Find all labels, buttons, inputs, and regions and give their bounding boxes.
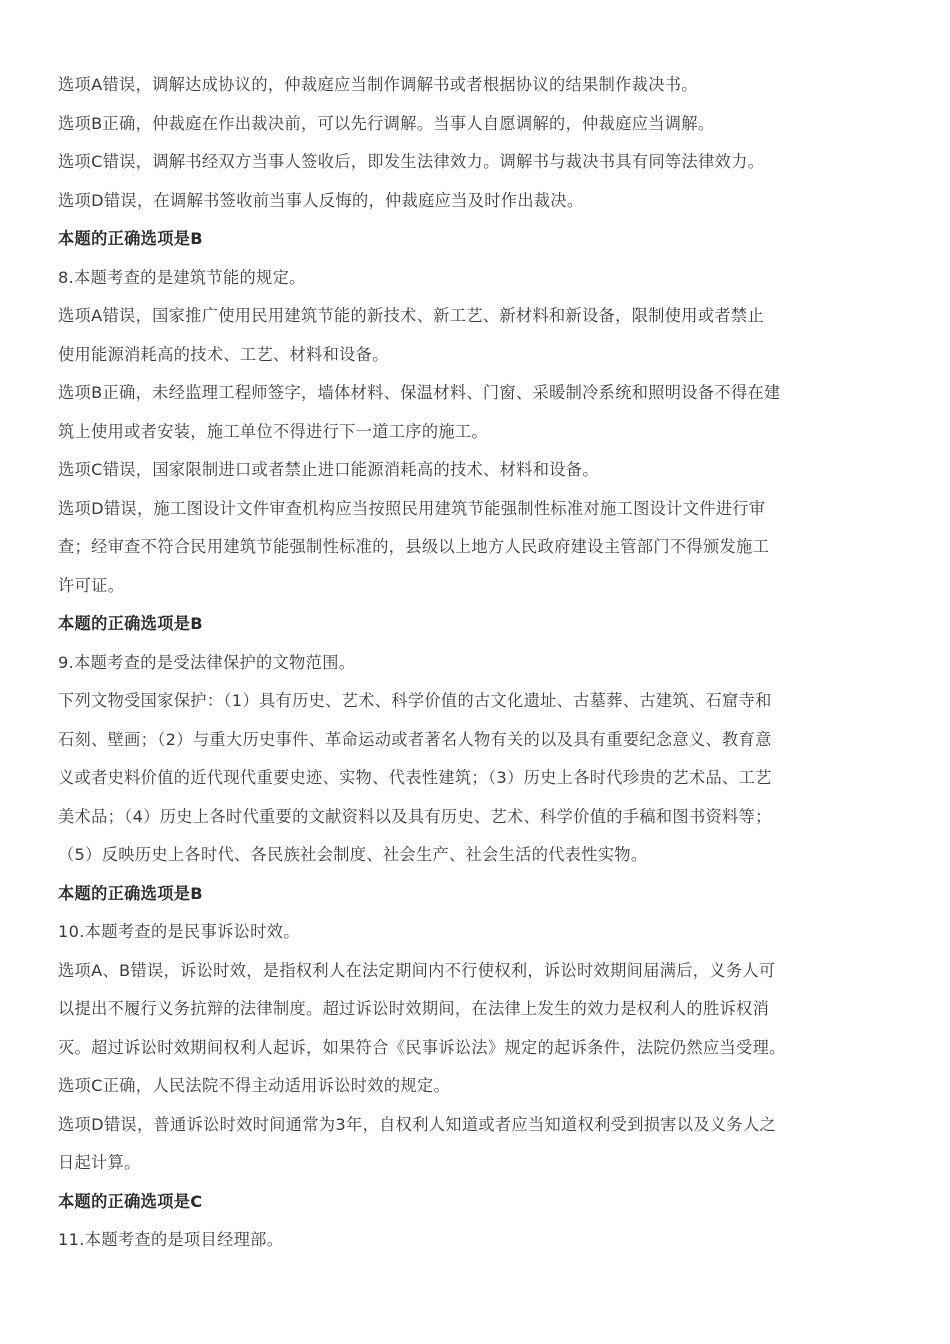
paragraph-line: 选项B正确，未经监理工程师签字，墙体材料、保温材料、门窗、采暖制冷系统和照明设备不得在建 (58, 383, 781, 402)
paragraph-line: 选项C错误，国家限制进口或者禁止进口能源消耗高的技术、材料和设备。 (58, 460, 599, 479)
paragraph-line: 查；经审查不符合民用建筑节能强制性标准的，县级以上地方人民政府建设主管部门不得颁发施工 (58, 537, 770, 556)
paragraph-line: 下列文物受国家保护：（1）具有历史、艺术、科学价值的古文化遗址、古墓葬、古建筑、石窟寺和 (58, 691, 772, 710)
paragraph-line: 选项D错误，施工图设计文件审查机构应当按照民用建筑节能强制性标准对施工图设计文件进行审 (58, 498, 766, 518)
paragraph-line: 灭。超过诉讼时效期间权利人起诉，如果符合《民事诉讼法》规定的起诉条件，法院仍然应当受理。 (58, 1037, 786, 1057)
paragraph-line: 美术品；（4）历史上各时代重要的文献资料以及具有历史、艺术、科学价值的手稿和图书资料等； (58, 806, 772, 826)
paragraph-line: 选项C错误，调解书经双方当事人签收后，即发生法律效力。调解书与裁决书具有同等法律效力。 (58, 152, 765, 171)
question-heading: 10.本题考查的是民事诉讼时效。 (58, 922, 300, 941)
answer-line: 本题的正确选项是C (58, 1191, 203, 1211)
paragraph-line: 日起计算。 (58, 1153, 141, 1172)
paragraph-line: 筑上使用或者安装，施工单位不得进行下一道工序的施工。 (58, 421, 488, 441)
paragraph-line: 使用能源消耗高的技术、工艺、材料和设备。 (58, 344, 389, 364)
question-heading: 9.本题考查的是受法律保护的文物范围。 (58, 652, 356, 672)
paragraph-line: （5）反映历史上各时代、各民族社会制度、社会生产、社会生活的代表性实物。 (58, 845, 648, 864)
document-page (58, 66, 894, 1260)
paragraph-line: 选项D错误，普通诉讼时效时间通常为3年，自权利人知道或者应当知道权利受到损害以及义务人之 (58, 1114, 777, 1134)
paragraph-line: 许可证。 (58, 575, 125, 595)
paragraph-line: 选项A错误，国家推广使用民用建筑节能的新技术、新工艺、新材料和新设备，限制使用或者禁止 (58, 306, 764, 325)
answer-line: 本题的正确选项是B (58, 614, 203, 633)
answer-line: 本题的正确选项是B (58, 229, 203, 248)
paragraph-line: 以提出不履行义务抗辩的法律制度。超过诉讼时效期间，在法律上发生的效力是权利人的胜诉权消 (58, 999, 770, 1018)
paragraph-line: 选项C正确，人民法院不得主动适用诉讼时效的规定。 (58, 1076, 451, 1095)
paragraph-line: 义或者史料价值的近代现代重要史迹、实物、代表性建筑；（3）历史上各时代珍贵的艺术品、工艺 (58, 768, 772, 787)
paragraph-line: 选项A、B错误，诉讼时效，是指权利人在法定期间内不行使权利，诉讼时效期间届满后，义务人可 (58, 960, 776, 980)
question-heading: 11.本题考查的是项目经理部。 (58, 1230, 284, 1249)
paragraph-line: 选项A错误，调解达成协议的，仲裁庭应当制作调解书或者根据协议的结果制作裁决书。 (58, 75, 698, 94)
paragraph-line: 石刻、壁画；（2）与重大历史事件、革命运动或者著名人物有关的以及具有重要纪念意义、教育意 (58, 729, 772, 749)
paragraph-line: 选项D错误，在调解书签收前当事人反悔的，仲裁庭应当及时作出裁决。 (58, 190, 584, 210)
question-heading: 8.本题考查的是建筑节能的规定。 (58, 267, 306, 287)
answer-line: 本题的正确选项是B (58, 883, 203, 903)
paragraph-line: 选项B正确，仲裁庭在作出裁决前，可以先行调解。当事人自愿调解的，仲裁庭应当调解。 (58, 113, 715, 133)
